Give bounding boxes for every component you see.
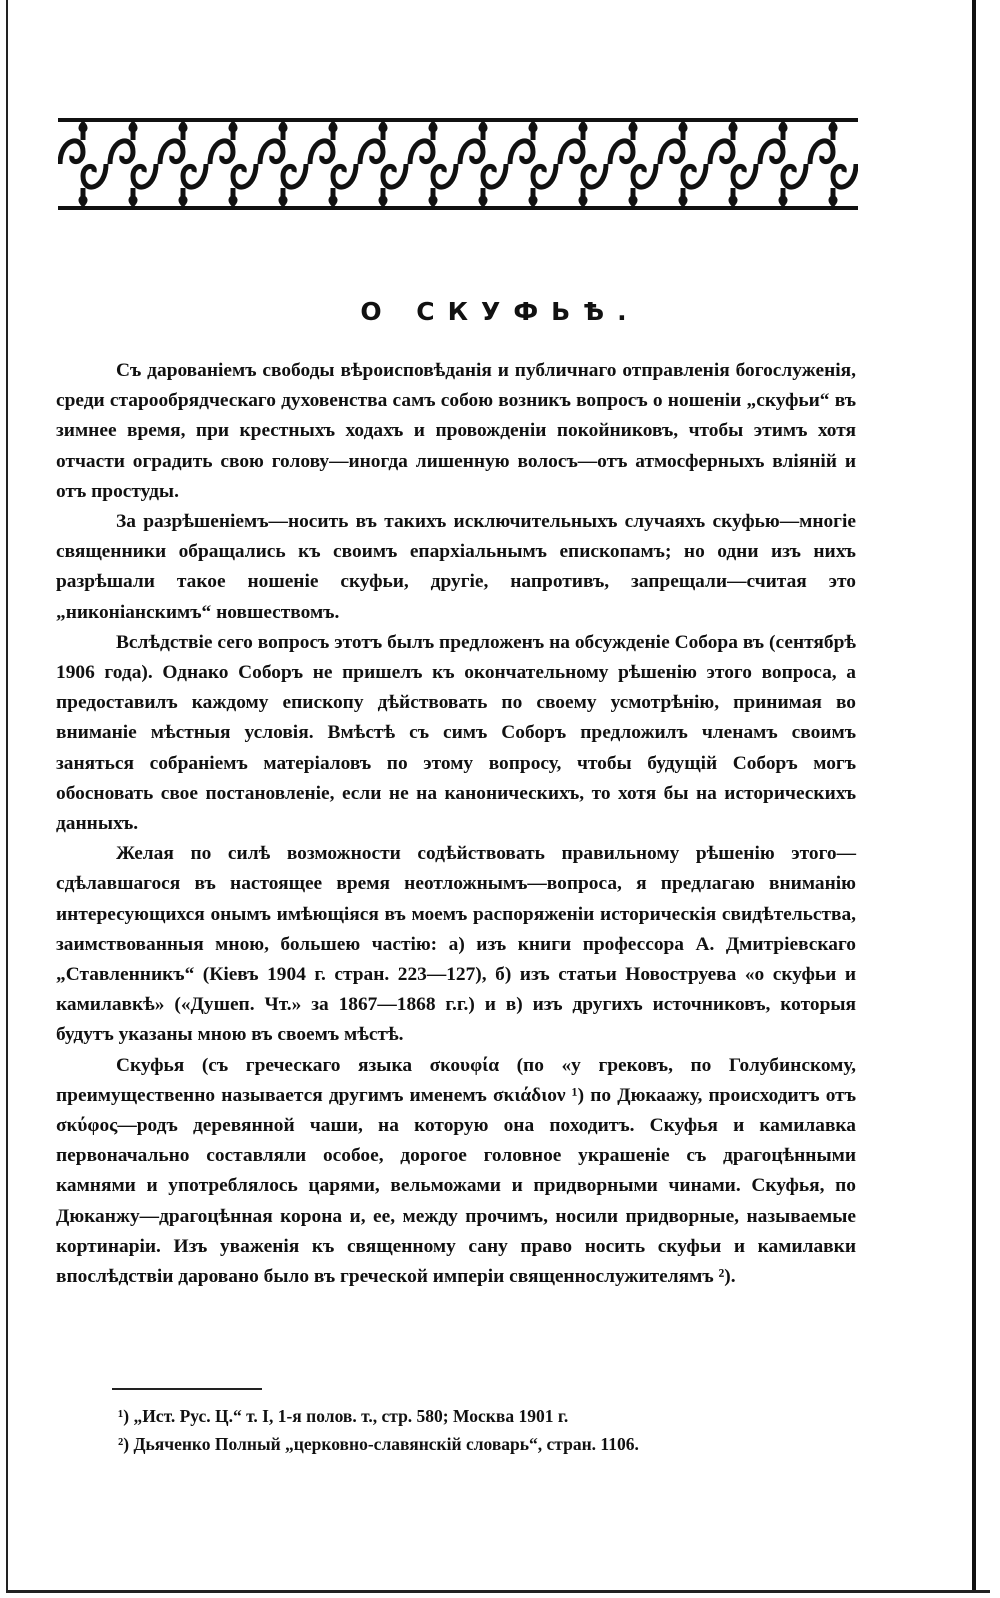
footnote: ²) Дьяченко Полный „церковно-славянскій словарь“, стран. 1106. xyxy=(118,1434,639,1454)
paragraph: Вслѣдствіе сего вопросъ этотъ былъ предложенъ на обсужденіе Собора въ (сентябрѣ 1906 года). Однако Соборъ не пришелъ къ окончательному рѣшенію этого вопроса, а предоставилъ каждому епископу дѣйствовать по своему усмотрѣнію, принимая во вниманіе мѣстныя условія. Вмѣстѣ съ симъ Соборъ предложилъ членамъ своимъ заняться собраніемъ матеріаловъ по этому вопросу, чтобы будущій Соборъ могъ обосновать свое постановленіе, если не на каноническихъ, то хотя бы на историческихъ данныхъ. xyxy=(56,631,856,835)
paragraph: Скуфья (съ греческаго языка σκουφία (по «у грековъ, по Голубинскому, преимущественно называется другимъ именемъ σκιάδιον ¹) по Дюкаажу, происходитъ отъ σκύφος—родъ деревянной чаши, на которую она походитъ. Скуфья и камилавка первоначально составляли особое, дорогое головное украшеніе съ драгоцѣнными камнями и употреблялось царями, вельможами и придворными чинами. Скуфья, по Дюканжу—драгоцѣнная корона и, ее, между прочимъ, носили придворные, называемые кортинаріи. Изъ уваженія къ священному сану право носить скуфьи и камилавки впослѣдствіи даровано было въ греческой имперіи священнослужителямъ ²). xyxy=(56,1054,856,1288)
floral-ornament-icon xyxy=(58,118,858,210)
page-edge-rule xyxy=(972,0,976,1590)
paragraph: Желая по силѣ возможности содѣйствовать правильному рѣшенію этого—сдѣлавшагося въ настоящее время неотложнымъ—вопроса, я предлагаю вниманію интересующихся онымъ имѣющіяся въ моемъ распоряженіи историческія свидѣтельства, заимствованныя мною, большею частію: а) изъ книги профессора А. Дмитріевскаго „Ставленникъ“ (Кіевъ 1904 г. стран. 223—127), б) изъ статьи Новоструева «о скуфьи и камилавкѣ» («Душеп. Чт.» за 1867—1868 г.г.) и в) изъ другихъ источниковъ, которыя будутъ указаны мною въ своемъ мѣстѣ. xyxy=(56,843,856,1046)
footnote: ¹) „Ист. Рус. Ц.“ т. I, 1-я полов. т., стр. 580; Москва 1901 г. xyxy=(118,1406,569,1426)
footnotes xyxy=(118,1402,858,1458)
page-title: О СКУФЬѢ. xyxy=(360,297,640,326)
paragraph: Съ дарованіемъ свободы вѣроисповѣданія и публичнаго отправленія богослуженія, среди старообрядческаго духовенства самъ собою возникъ вопросъ о ношеніи „скуфьи“ въ зимнее время, при крестныхъ ходахъ и провожденіи покойниковъ, чтобы этимъ хотя отчасти оградить свою голову—иногда лишенную волосъ—отъ атмосферныхъ вліяній и отъ простуды. xyxy=(56,360,856,502)
footnote-divider xyxy=(112,1388,262,1390)
paragraph: За разрѣшеніемъ—носить въ такихъ исключительныхъ случаяхъ скуфью—многіе священники обращались къ своимъ епархіальнымъ епископамъ; но одни изъ нихъ разрѣшали такое ношеніе скуфьи, другіе, напротивъ, запрещали—считая это „никоніанскимъ“ новшествомъ. xyxy=(56,511,856,623)
body-text xyxy=(56,356,856,1292)
